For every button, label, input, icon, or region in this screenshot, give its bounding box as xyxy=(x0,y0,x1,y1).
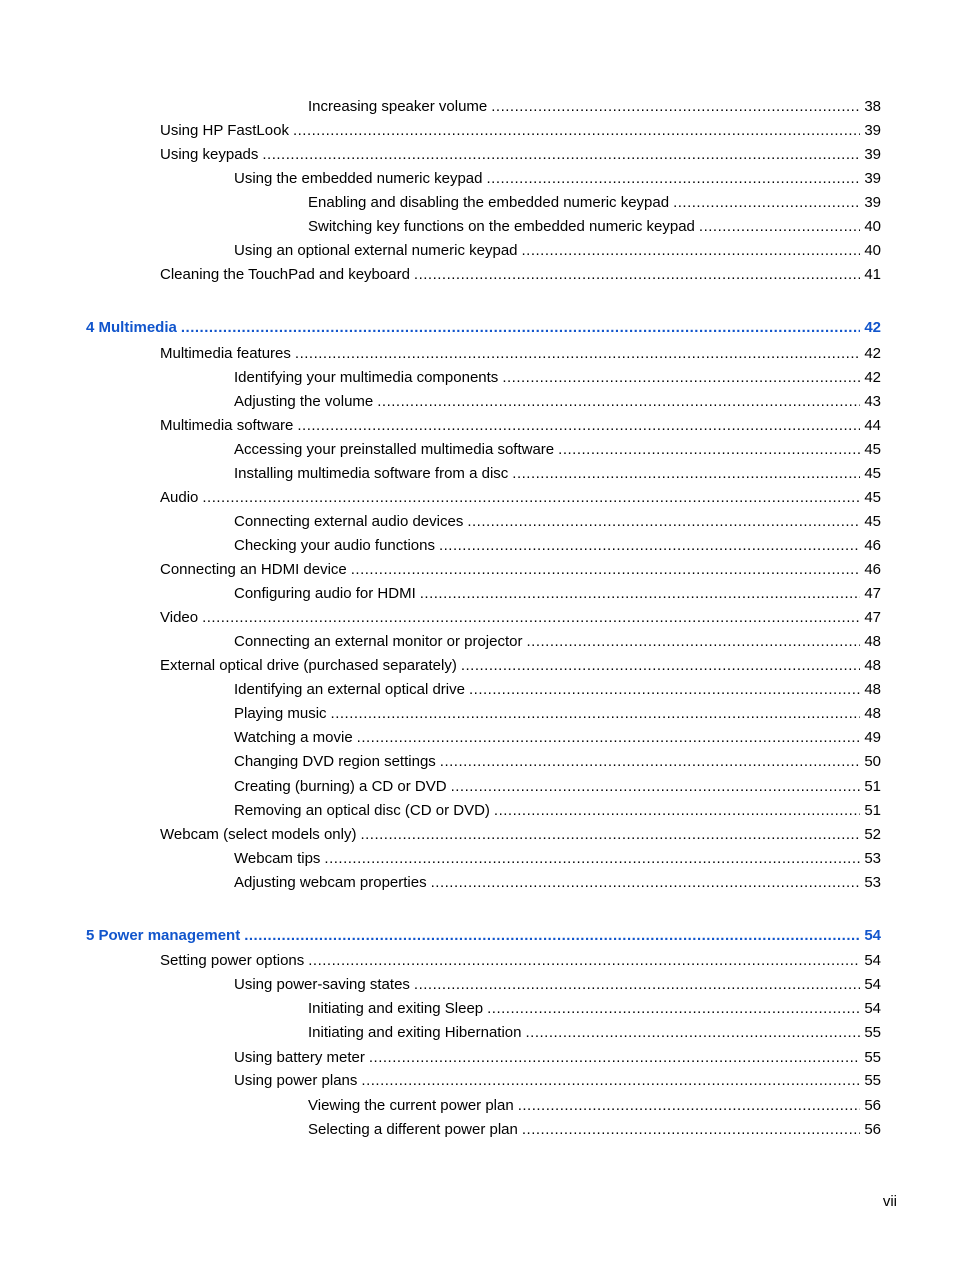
toc-dot-leader xyxy=(357,729,861,747)
toc-entry[interactable] xyxy=(160,417,881,435)
toc-dot-leader xyxy=(361,1072,860,1090)
toc-entry[interactable] xyxy=(160,609,881,627)
toc-entry[interactable] xyxy=(234,1049,881,1067)
toc-entry[interactable] xyxy=(234,850,881,868)
toc-entry-title: Webcam (select models only) xyxy=(160,826,357,843)
toc-entry-page: 45 xyxy=(864,441,881,458)
toc-entry-page: 55 xyxy=(864,1049,881,1066)
toc-entry-page: 46 xyxy=(864,537,881,554)
toc-entry-title: Using power plans xyxy=(234,1072,358,1089)
toc-entry-page: 52 xyxy=(864,826,881,843)
toc-entry-title: Changing DVD region settings xyxy=(234,753,436,770)
toc-dot-leader xyxy=(494,802,860,820)
toc-entry[interactable] xyxy=(308,194,881,212)
toc-entry-page: 56 xyxy=(864,1097,881,1114)
toc-entry[interactable] xyxy=(234,242,881,260)
toc-chapter-entry[interactable] xyxy=(86,927,881,945)
toc-chapter-entry[interactable] xyxy=(86,319,881,337)
toc-entry[interactable] xyxy=(308,1024,881,1042)
toc-entry-page: 51 xyxy=(864,778,881,795)
toc-entry[interactable] xyxy=(160,952,881,970)
toc-entry[interactable] xyxy=(160,345,881,363)
toc-entry-page: 40 xyxy=(864,218,881,235)
toc-entry-title: Removing an optical disc (CD or DVD) xyxy=(234,802,490,819)
toc-dot-leader xyxy=(699,218,860,236)
toc-entry-page: 45 xyxy=(864,465,881,482)
toc-entry-title: Enabling and disabling the embedded numeric keypad xyxy=(308,194,670,211)
toc-entry-title: Webcam tips xyxy=(234,850,321,867)
toc-entry[interactable] xyxy=(160,489,881,507)
toc-entry[interactable] xyxy=(308,1097,881,1115)
toc-entry-title: Identifying an external optical drive xyxy=(234,681,465,698)
toc-entry-page: 42 xyxy=(864,345,881,362)
toc-entry-title: Using an optional external numeric keypad xyxy=(234,242,518,259)
toc-entry-title: Configuring audio for HDMI xyxy=(234,585,416,602)
toc-dot-leader xyxy=(439,537,860,555)
toc-dot-leader xyxy=(331,705,861,723)
toc-entry-page: 53 xyxy=(864,850,881,867)
toc-entry[interactable] xyxy=(160,146,881,164)
toc-entry-title: Installing multimedia software from a disc xyxy=(234,465,509,482)
toc-entry-page: 46 xyxy=(864,561,881,578)
toc-entry[interactable] xyxy=(160,561,881,579)
toc-dot-leader xyxy=(558,441,860,459)
toc-entry-page: 45 xyxy=(864,513,881,530)
toc-dot-leader xyxy=(351,561,861,579)
toc-entry-page: 47 xyxy=(864,609,881,626)
toc-entry-page: 45 xyxy=(864,489,881,506)
toc-entry[interactable] xyxy=(160,657,881,675)
toc-entry-page: 54 xyxy=(864,927,881,944)
toc-entry-page: 51 xyxy=(864,802,881,819)
toc-dot-leader xyxy=(431,874,861,892)
toc-dot-leader xyxy=(297,417,860,435)
toc-entry[interactable] xyxy=(160,266,881,284)
toc-dot-leader xyxy=(244,927,860,945)
toc-dot-leader xyxy=(487,1000,860,1018)
toc-entry[interactable] xyxy=(234,465,881,483)
toc-dot-leader xyxy=(673,194,860,212)
toc-dot-leader xyxy=(461,657,860,675)
toc-entry[interactable] xyxy=(234,729,881,747)
toc-entry[interactable] xyxy=(234,681,881,699)
toc-entry[interactable] xyxy=(234,170,881,188)
toc-entry[interactable] xyxy=(160,826,881,844)
toc-entry-title: External optical drive (purchased separately) xyxy=(160,657,457,674)
toc-entry[interactable] xyxy=(234,874,881,892)
toc-entry-page: 43 xyxy=(864,393,881,410)
toc-dot-leader xyxy=(420,585,861,603)
toc-entry[interactable] xyxy=(160,122,881,140)
toc-dot-leader xyxy=(527,633,861,651)
toc-dot-leader xyxy=(414,266,860,284)
toc-entry-page: 48 xyxy=(864,633,881,650)
toc-entry-title: Checking your audio functions xyxy=(234,537,435,554)
toc-dot-leader xyxy=(525,1024,860,1042)
toc-dot-leader xyxy=(486,170,860,188)
toc-entry-title: Adjusting the volume xyxy=(234,393,374,410)
toc-dot-leader xyxy=(295,345,860,363)
toc-entry-title: Initiating and exiting Hibernation xyxy=(308,1024,522,1041)
toc-entry-page: 56 xyxy=(864,1121,881,1138)
toc-entry-title: Switching key functions on the embedded numeric keypad xyxy=(308,218,695,235)
toc-dot-leader xyxy=(512,465,860,483)
toc-dot-leader xyxy=(491,98,860,116)
toc-entry-page: 53 xyxy=(864,874,881,891)
toc-entry[interactable] xyxy=(234,976,881,994)
toc-entry-title: Connecting an external monitor or projector xyxy=(234,633,523,650)
toc-entry[interactable] xyxy=(234,393,881,411)
toc-dot-leader xyxy=(440,753,861,771)
toc-entry[interactable] xyxy=(234,705,881,723)
toc-dot-leader xyxy=(522,242,861,260)
toc-entry-title: Adjusting webcam properties xyxy=(234,874,427,891)
toc-entry-title: 5 Power management xyxy=(86,927,241,944)
toc-dot-leader xyxy=(502,369,860,387)
toc-dot-leader xyxy=(369,1049,860,1067)
toc-entry-title: Increasing speaker volume xyxy=(308,98,488,115)
toc-entry-title: Watching a movie xyxy=(234,729,353,746)
toc-entry-title: Selecting a different power plan xyxy=(308,1121,518,1138)
toc-entry-title: Viewing the current power plan xyxy=(308,1097,514,1114)
toc-dot-leader xyxy=(518,1097,861,1115)
toc-entry-title: Connecting external audio devices xyxy=(234,513,464,530)
toc-entry-page: 50 xyxy=(864,753,881,770)
toc-entry-page: 48 xyxy=(864,657,881,674)
toc-entry-page: 42 xyxy=(864,369,881,386)
toc-dot-leader xyxy=(324,850,860,868)
toc-entry[interactable] xyxy=(234,802,881,820)
toc-dot-leader xyxy=(262,146,860,164)
toc-entry-page: 55 xyxy=(864,1024,881,1041)
toc-entry-title: Using power-saving states xyxy=(234,976,410,993)
toc-dot-leader xyxy=(293,122,860,140)
page-number: vii xyxy=(882,1193,897,1210)
toc-entry[interactable] xyxy=(308,218,881,236)
toc-entry[interactable] xyxy=(234,513,881,531)
toc-entry-title: Using battery meter xyxy=(234,1049,365,1066)
toc-dot-leader xyxy=(377,393,860,411)
toc-entry-page: 39 xyxy=(864,146,881,163)
toc-entry-page: 41 xyxy=(864,266,881,283)
toc-entry-title: Using the embedded numeric keypad xyxy=(234,170,483,187)
toc-entry-page: 55 xyxy=(864,1072,881,1089)
toc-entry-title: Using keypads xyxy=(160,146,259,163)
toc-entry-title: Cleaning the TouchPad and keyboard xyxy=(160,266,410,283)
toc-entry-page: 48 xyxy=(864,681,881,698)
toc-entry-title: Setting power options xyxy=(160,952,305,969)
toc-dot-leader xyxy=(414,976,860,994)
toc-dot-leader xyxy=(522,1121,860,1139)
toc-entry[interactable] xyxy=(234,753,881,771)
toc-entry[interactable] xyxy=(308,1000,881,1018)
toc-entry-title: Multimedia software xyxy=(160,417,294,434)
toc-entry-page: 54 xyxy=(864,952,881,969)
toc-entry[interactable] xyxy=(234,585,881,603)
toc-dot-leader xyxy=(451,778,861,796)
toc-entry-title: Accessing your preinstalled multimedia software xyxy=(234,441,555,458)
toc-dot-leader xyxy=(469,681,860,699)
toc-entry[interactable] xyxy=(234,1072,881,1090)
toc-entry-page: 54 xyxy=(864,976,881,993)
toc-entry-title: Playing music xyxy=(234,705,327,722)
toc-entry[interactable] xyxy=(308,1121,881,1139)
toc-entry-page: 39 xyxy=(864,170,881,187)
toc-entry-title: Audio xyxy=(160,489,199,506)
toc-entry[interactable] xyxy=(234,441,881,459)
toc-entry[interactable] xyxy=(234,778,881,796)
toc-entry-page: 38 xyxy=(864,98,881,115)
toc-entry-page: 48 xyxy=(864,705,881,722)
toc-entry[interactable] xyxy=(234,369,881,387)
toc-entry-page: 42 xyxy=(864,319,881,336)
toc-entry-page: 39 xyxy=(864,194,881,211)
toc-entry-title: Identifying your multimedia components xyxy=(234,369,499,386)
toc-entry-title: Using HP FastLook xyxy=(160,122,289,139)
toc-entry-title: Multimedia features xyxy=(160,345,291,362)
toc-entry-title: Video xyxy=(160,609,199,626)
toc-entry[interactable] xyxy=(234,537,881,555)
toc-dot-leader xyxy=(467,513,860,531)
toc-dot-leader xyxy=(181,319,860,337)
toc-entry-page: 49 xyxy=(864,729,881,746)
toc-entry-page: 44 xyxy=(864,417,881,434)
toc-dot-leader xyxy=(202,609,860,627)
toc-entry-title: Creating (burning) a CD or DVD xyxy=(234,778,447,795)
toc-entry-title: Initiating and exiting Sleep xyxy=(308,1000,484,1017)
toc-entry-title: Connecting an HDMI device xyxy=(160,561,347,578)
toc-dot-leader xyxy=(360,826,860,844)
toc-entry-page: 54 xyxy=(864,1000,881,1017)
toc-dot-leader xyxy=(308,952,860,970)
toc-entry-page: 39 xyxy=(864,122,881,139)
toc-entry-title: 4 Multimedia xyxy=(86,319,177,336)
toc-entry-page: 47 xyxy=(864,585,881,602)
toc-entry[interactable] xyxy=(308,98,881,116)
toc-entry-page: 40 xyxy=(864,242,881,259)
toc-entry[interactable] xyxy=(234,633,881,651)
toc-dot-leader xyxy=(202,489,860,507)
